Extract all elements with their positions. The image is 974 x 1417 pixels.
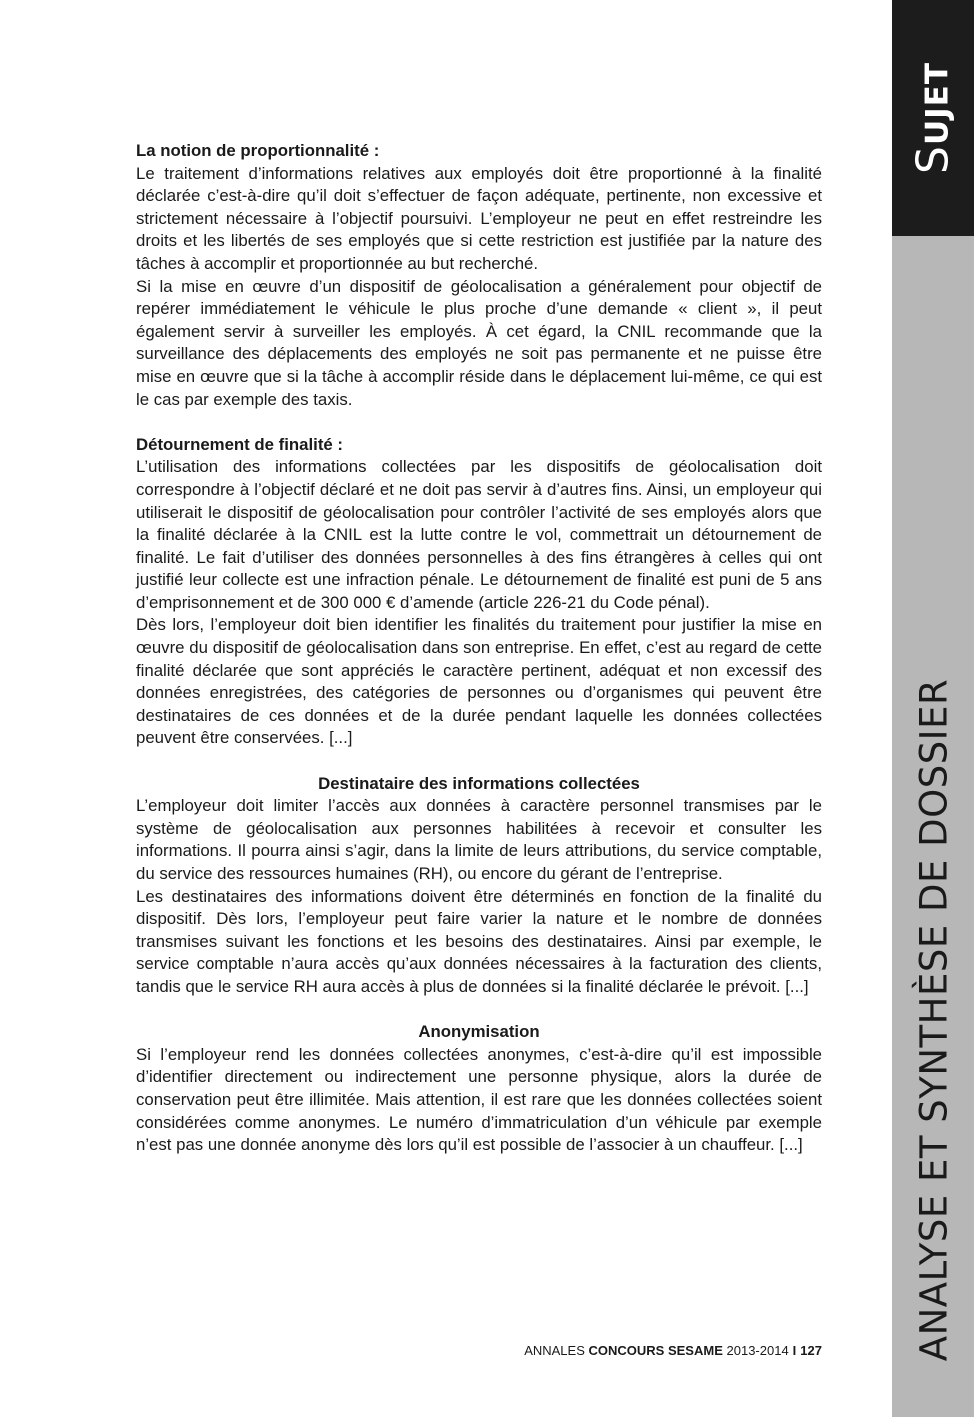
section-heading: La notion de proportionnalité : — [136, 141, 380, 160]
paragraph: L’employeur doit limiter l’accès aux données à caractère personnel transmises par le système de géolocalisation aux personnes habilitées à recevoir et consulter les informations. Il pourra ainsi s’agir, dans la limite de leurs attributions, du service comptable, du service des ressources humaines (RH), ou encore du gérant de l’entreprise. — [136, 796, 822, 883]
page-footer — [524, 1343, 822, 1358]
article-body — [136, 140, 822, 1179]
footer-years: 2013-2014 — [726, 1343, 789, 1358]
paragraph: Les destinataires des informations doivent être déterminés en fonction de la finalité du dispositif. Dès lors, l’employeur peut faire varier la nature et le nombre de données transmises suivant les fonctions et les besoins des destinataires. Ainsi par exemple, le service comptable n’aura accès qu’aux données nécessaires à la facturation des clients, tandis que le service RH aura accès à plus de données si la finalité déclarée le prévoit. [...] — [136, 886, 822, 996]
paragraph: Dès lors, l’employeur doit bien identifier les finalités du traitement pour justifier la mise en œuvre du dispositif de géolocalisation dans son entreprise. En effet, c’est au regard de cette finalité déclarée que sont appréciés le caractère pertinent, adéquat et non excessif des données enregistrées, des catégories de personnes ou d’organismes qui peuvent être destinataires de ces données et de la durée pendant laquelle les données collectées peuvent être conservées. [...] — [136, 615, 822, 748]
sidebar-section-label — [908, 62, 959, 174]
section-heading: Détournement de finalité : — [136, 434, 343, 454]
footer-brand: CONCOURS SESAME — [588, 1343, 723, 1358]
section-proportionnalite — [136, 140, 822, 411]
section-heading: Destinataire des informations collectées — [318, 773, 640, 793]
footer-separator: I — [792, 1343, 797, 1358]
section-detournement — [136, 434, 822, 750]
paragraph: Si la mise en œuvre d’un dispositif de géolocalisation a généralement pour objectif de repérer immédiatement le véhicule le plus proche d’une demande « client », il peut également servir à surveiller les employés. À cet égard, la CNIL recommande que la surveillance des déplacements des employés ne soit pas permanente et ne puisse être mise en œuvre que si la tâche à accomplir réside dans le déplacement lui-même, ce qui est le cas par exemple des taxis. — [136, 276, 822, 409]
section-anonymisation — [136, 1021, 822, 1157]
section-destinataire — [136, 773, 822, 999]
sidebar-label-initial: S — [907, 145, 959, 174]
sidebar-label-rest: UJET — [919, 62, 956, 146]
sidebar-exam-title: ANALYSE ET SYNTHÈSE DE DOSSIER — [912, 678, 956, 1362]
paragraph: Le traitement d’informations relatives aux employés doit être proportionné à la finalité déclarée c’est-à-dire qu’il doit s’effectuer de façon adéquate, pertinente, non excessive et strictement nécessaire à l’objectif poursuivi. L’employeur ne peut en effet restreindre les droits et les libertés de ses employés que si cette restriction est justifiée par la nature des tâches à accomplir et proportionnée au but recherché. — [136, 163, 822, 273]
page-number: 127 — [800, 1343, 822, 1358]
paragraph: Si l’employeur rend les données collectées anonymes, c’est-à-dire qu’il est impossible d’identifier directement ou indirectement une personne physique, alors la durée de conservation peut être illimitée. Mais attention, il est rare que les données collectées soient considérées comme anonymes. Le numéro d’immatriculation d’un véhicule par exemple n’est pas une donnée anonyme dès lors qu’il est possible de l’associer à un chauffeur. [...] — [136, 1044, 822, 1155]
paragraph: L’utilisation des informations collectées par les dispositifs de géolocalisation doit correspondre à l’objectif déclaré et ne doit pas servir à d’autres fins. Ainsi, un employeur qui utiliserait le dispositif de géolocalisation pour contrôler l’activité de ses employés alors que la finalité déclarée à la CNIL est la lutte contre le vol, commettrait un détournement de finalité. Le fait d’utiliser des données personnelles à des fins étrangères à celles qui ont justifié leur collecte est une infraction pénale. Le détournement de finalité est puni de 5 ans d’emprisonnement et de 300 000 € d’amende (article 226-21 du Code pénal). — [136, 457, 822, 612]
section-heading: Anonymisation — [418, 1022, 540, 1042]
footer-prefix: ANNALES — [524, 1343, 585, 1358]
